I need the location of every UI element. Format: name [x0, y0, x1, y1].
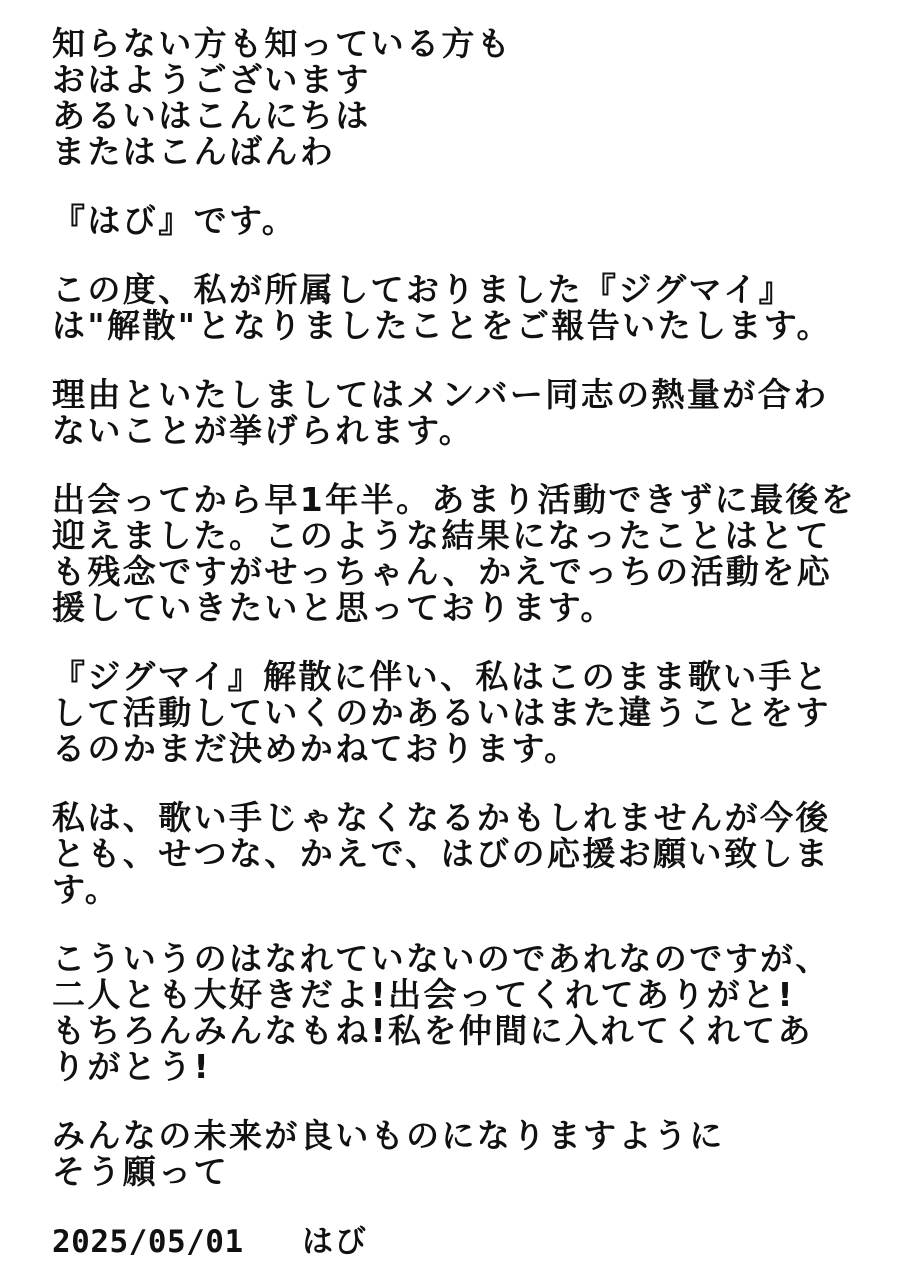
request-line: す。	[52, 870, 121, 909]
future-line: るのかまだ決めかねております。	[52, 729, 580, 768]
request-paragraph	[52, 800, 862, 908]
intro-line: 『はび』です。	[52, 201, 298, 240]
intro-paragraph	[52, 203, 862, 239]
history-line: 迎えました。このような結果になったことはとて	[52, 516, 831, 555]
closing-line: みんなの未来が良いものになりますように	[52, 1116, 725, 1155]
paragraph-gap	[52, 767, 862, 800]
announcement-line: この度、私が所属しておりました『ジグマイ』	[52, 270, 795, 309]
paragraph-gap	[52, 1085, 862, 1118]
thanks-line: 二人とも大好きだよ!出会ってくれてありがと!	[52, 975, 795, 1014]
thanks-line: もちろんみんなもね!私を仲間に入れてくれてあ	[52, 1011, 813, 1050]
request-line: 私は、歌い手じゃなくなるかもしれませんが今後	[52, 798, 831, 837]
letter-date: 2025/05/01	[52, 1224, 244, 1260]
greeting-line: 知らない方も知っている方も	[52, 24, 513, 63]
closing-paragraph	[52, 1118, 862, 1190]
thanks-line: りがとう!	[52, 1047, 212, 1086]
letter-body	[52, 26, 862, 1190]
closing-line: そう願って	[52, 1152, 229, 1191]
announcement-paragraph	[52, 272, 862, 344]
paragraph-gap	[52, 239, 862, 272]
greeting-line: またはこんばんわ	[52, 132, 336, 171]
thanks-paragraph	[52, 941, 862, 1085]
greeting-line: あるいはこんにちは	[52, 96, 371, 135]
future-line: して活動していくのかあるいはまた違うことをす	[52, 693, 831, 732]
greeting-paragraph	[52, 26, 862, 170]
history-line: 援していきたいと思っております。	[52, 588, 616, 627]
letter-footer	[52, 1222, 872, 1262]
paragraph-gap	[52, 626, 862, 659]
reason-paragraph	[52, 377, 862, 449]
thanks-line: こういうのはなれていないのであれなのですが、	[52, 939, 831, 978]
reason-line: ないことが挙げられます。	[52, 411, 475, 450]
greeting-line: おはようございます	[52, 60, 371, 99]
future-line: 『ジグマイ』解散に伴い、私はこのまま歌い手と	[52, 657, 830, 696]
history-paragraph	[52, 482, 862, 626]
paragraph-gap	[52, 170, 862, 203]
history-line: 出会ってから早1年半。あまり活動できずに最後を	[52, 480, 857, 519]
letter-signature: はび	[302, 1224, 368, 1260]
announcement-line: は"解散"となりましたことをご報告いたします。	[52, 306, 832, 345]
paragraph-gap	[52, 908, 862, 941]
history-line: も残念ですがせっちゃん、かえでっちの活動を応	[52, 552, 833, 591]
future-paragraph	[52, 659, 862, 767]
paragraph-gap	[52, 344, 862, 377]
paragraph-gap	[52, 449, 862, 482]
request-line: とも、せつな、かえで、はびの応援お願い致しま	[52, 834, 831, 873]
reason-line: 理由といたしましてはメンバー同志の熱量が合わ	[52, 375, 829, 414]
